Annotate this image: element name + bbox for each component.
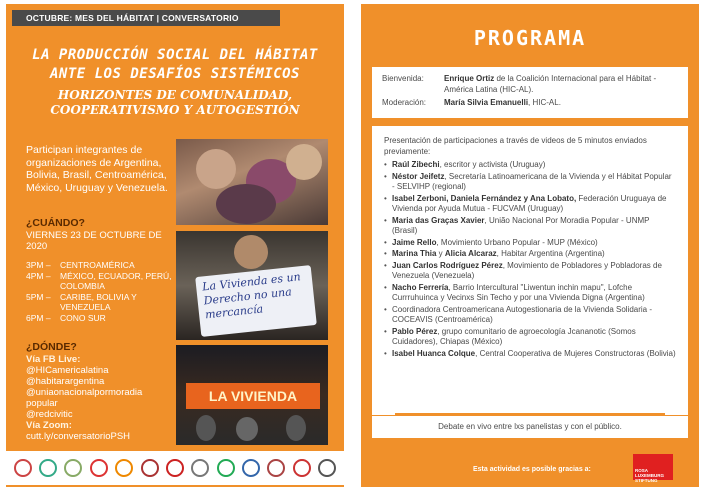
list-item: • Juan Carlos Rodríguez Pérez, Movimiento de Pobladores y Pobladoras de Venezuela (Venezuela): [384, 261, 676, 282]
partner-logo: [293, 459, 311, 477]
schedule-time: 6PM –: [26, 313, 51, 323]
list-item: • Maria das Graças Xavier, União Nacional Por Moradia Popular - UNMP (Brasil): [384, 216, 676, 237]
partner-logo: [217, 459, 235, 477]
participants-list: [384, 160, 676, 359]
where-heading: ¿DÓNDE?: [26, 341, 77, 353]
list-item: • Néstor Jeifetz, Secretaría Latinoamericana de la Vivienda y el Hábitat Popular - SELVIHP (regional): [384, 172, 676, 193]
moderation-row: [382, 98, 678, 109]
debate-card: [372, 416, 688, 438]
partner-logo: [267, 459, 285, 477]
schedule-row: [26, 271, 186, 291]
moderation-text: María Silvia Emanuelli, HIC-AL.: [444, 98, 561, 107]
hosts-card: [372, 67, 688, 118]
event-title-line2: ANTE LOS DESAFÍOS SISTÉMICOS: [49, 66, 300, 82]
schedule-region: CONO SUR: [60, 313, 106, 323]
schedule-row: [26, 313, 186, 323]
schedule-region: CARIBE, BOLIVIA Y VENEZUELA: [60, 292, 137, 312]
presentations-intro: Presentación de participaciones a través de videos de 5 minutos enviados previamente:: [384, 136, 647, 156]
schedule-region: MÉXICO, ECUADOR, PERÚ, COLOMBIA: [60, 271, 172, 291]
partner-logo: [115, 459, 133, 477]
partner-logo: [318, 459, 336, 477]
fb-page-link[interactable]: @HICamericalatina: [26, 365, 109, 376]
schedule-time: 4PM –: [26, 271, 51, 281]
program-panel: [361, 4, 699, 487]
fb-page-link[interactable]: @habitarargentina: [26, 376, 105, 387]
where-details: [26, 354, 176, 442]
list-item: • Raúl Zibechi, escritor y activista (Uruguay): [384, 160, 676, 171]
schedule-row: [26, 292, 186, 312]
schedule-time: 3PM –: [26, 260, 51, 270]
event-flyer: [6, 4, 344, 487]
fb-page-link[interactable]: @redcivitic: [26, 409, 73, 420]
partner-logo: [166, 459, 184, 477]
zoom-link[interactable]: cutt.ly/conversatorioPSH: [26, 431, 131, 442]
fb-page-link[interactable]: @uniaonacionalpormoradia popular: [26, 387, 143, 409]
event-title-line1: LA PRODUCCIÓN SOCIAL DEL HÁBITAT: [32, 47, 318, 63]
debate-text: Debate en vivo entre lxs panelistas y con el público.: [438, 422, 622, 431]
list-item: • Marina Thia y Alicia Alcaraz, Habitar Argentina (Argentina): [384, 249, 676, 260]
protest-sign: La Vivienda es un Derecho no una mercancía: [195, 265, 317, 337]
welcome-row: [382, 74, 678, 95]
partner-logo: [39, 459, 57, 477]
divider: [395, 120, 665, 122]
protest-sign-photo: [176, 231, 328, 340]
welcome-text: Enrique Ortiz de la Coalición Internacional para el Hábitat - América Latina (HIC-AL).: [444, 74, 657, 94]
event-subtitle-line2: COOPERATIVISMO Y AUTOGESTIÓN: [50, 103, 300, 117]
fb-live-label: Vía FB Live:: [26, 354, 81, 365]
presentations-card: [372, 126, 688, 415]
welcome-label: Bienvenida:: [382, 74, 424, 83]
list-item: • Isabel Huanca Colque, Central Cooperativa de Mujeres Constructoras (Bolivia): [384, 349, 676, 360]
march-banner: LA VIVIENDA: [186, 383, 320, 409]
list-item: • Nacho Ferrería, Barrio Intercultural "Liwentun inchin mapu", Lofche Currruhuinca y Vecinxs Sin Techo y por una Vivienda Digna (Argentina): [384, 283, 676, 304]
partner-logo: [14, 459, 32, 477]
event-tag: OCTUBRE: MES DEL HÁBITAT | CONVERSATORIO: [12, 10, 280, 26]
sponsor-logo: ROSA LUXEMBURG STIFTUNG: [633, 454, 673, 480]
partner-logos: [6, 451, 344, 485]
list-item: • Pablo Pérez, grupo comunitario de agroecología Jcananotic (Somos Cuidadores), Chiapas (México): [384, 327, 676, 348]
schedule-list: [26, 260, 186, 324]
zoom-label: Vía Zoom:: [26, 420, 72, 431]
march-banner-photo: [176, 345, 328, 445]
partner-logo: [64, 459, 82, 477]
list-item: • Isabel Zerboni, Daniela Fernández y Ana Lobato, Federación Uruguaya de Vivienda por Ayuda Mutua - FUCVAM (Uruguay): [384, 194, 676, 215]
event-date: VIERNES 23 DE OCTUBRE DE 2020: [26, 230, 162, 252]
schedule-region: CENTROAMÉRICA: [60, 260, 135, 270]
partner-logo: [242, 459, 260, 477]
participants-intro: Participan integrantes de organizaciones de Argentina, Bolivia, Brasil, Centroamérica, México, Uruguay y Venezuela.: [26, 144, 168, 194]
schedule-row: [26, 260, 186, 270]
sponsor-note: Esta actividad es posible gracias a:: [473, 466, 591, 473]
partner-logo: [141, 459, 159, 477]
divider: [395, 413, 665, 415]
partner-logo: [90, 459, 108, 477]
moderation-label: Moderación:: [382, 98, 427, 107]
schedule-time: 5PM –: [26, 292, 51, 302]
community-meeting-photo: [176, 139, 328, 225]
partner-logo: [191, 459, 209, 477]
when-heading: ¿CUÁNDO?: [26, 217, 85, 229]
program-title: PROGRAMA: [473, 26, 587, 50]
event-subtitle-line1: HORIZONTES DE COMUNALIDAD,: [57, 88, 293, 102]
list-item: • Jaime Rello, Movimiento Urbano Popular - MUP (México): [384, 238, 676, 249]
list-item: • Coordinadora Centroamericana Autogestionaria de la Vivienda Solidaria - COCEAVIS (Centroamérica): [384, 305, 676, 326]
